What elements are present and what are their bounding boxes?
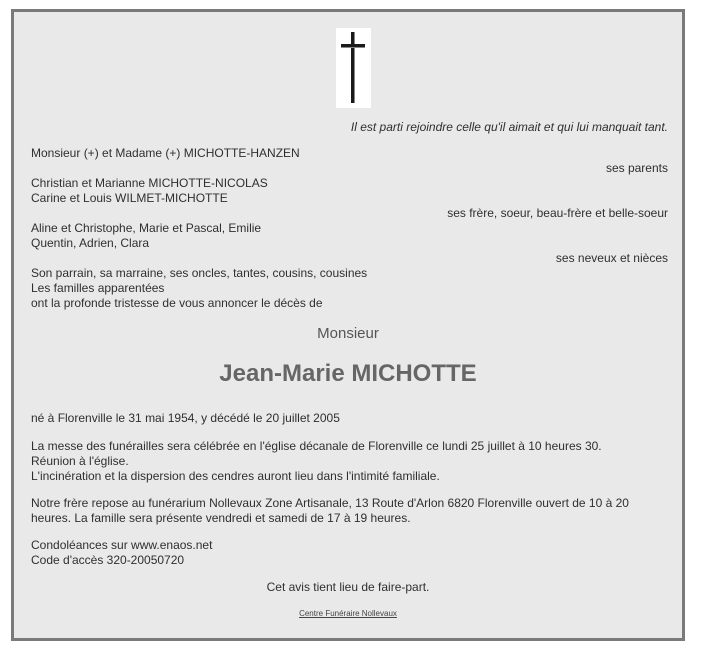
deceased-name: Jean-Marie MICHOTTE bbox=[219, 360, 477, 387]
rest-line-1: Notre frère repose au funérarium Nollevaux Zone Artisanale, 13 Route d'Arlon 6820 Florenville ouvert de 10 à 20 bbox=[31, 496, 629, 510]
nephews-label: ses neveux et nièces bbox=[555, 251, 668, 265]
rest-line-2: heures. La famille sera présente vendredi et samedi de 17 à 19 heures. bbox=[31, 511, 411, 525]
footer-link[interactable]: Centre Funéraire Nollevaux bbox=[299, 609, 397, 618]
siblings-line-1: Christian et Marianne MICHOTTE-NICOLAS bbox=[31, 176, 268, 190]
nephews-line-1: Aline et Christophe, Marie et Pascal, Emilie bbox=[31, 221, 262, 235]
nephews-line-2: Quentin, Adrien, Clara bbox=[31, 236, 150, 250]
parents-line: Monsieur (+) et Madame (+) MICHOTTE-HANZEN bbox=[31, 146, 300, 160]
parents-label: ses parents bbox=[605, 161, 668, 175]
birth-death: né à Florenville le 31 mai 1954, y décédé le 20 juillet 2005 bbox=[31, 411, 340, 425]
condolences-line-2: Code d'accès 320-20050720 bbox=[31, 553, 185, 567]
cross-icon bbox=[336, 28, 371, 108]
mass-line-2: Réunion à l'église. bbox=[31, 454, 129, 468]
mass-line-1: La messe des funérailles sera célébrée en l'église décanale de Florenville ce lundi 25 juillet à 10 heures 30. bbox=[31, 439, 602, 453]
quote: Il est parti rejoindre celle qu'il aimait et qui lui manquait tant. bbox=[350, 120, 668, 134]
family-line-3: ont la profonde tristesse de vous annoncer le décès de bbox=[31, 296, 323, 310]
family-line-2: Les familles apparentées bbox=[31, 281, 165, 295]
family-line-1: Son parrain, sa marraine, ses oncles, tantes, cousins, cousines bbox=[31, 266, 368, 280]
siblings-label: ses frère, soeur, beau-frère et belle-soeur bbox=[447, 206, 668, 220]
notice: Cet avis tient lieu de faire-part. bbox=[266, 580, 430, 594]
title: Monsieur bbox=[317, 325, 379, 342]
mass-line-3: L'incinération et la dispersion des cendres auront lieu dans l'intimité familiale. bbox=[31, 469, 440, 483]
siblings-line-2: Carine et Louis WILMET-MICHOTTE bbox=[31, 191, 228, 205]
condolences-line-1: Condoléances sur www.enaos.net bbox=[31, 538, 213, 552]
death-notice-card bbox=[11, 9, 685, 641]
